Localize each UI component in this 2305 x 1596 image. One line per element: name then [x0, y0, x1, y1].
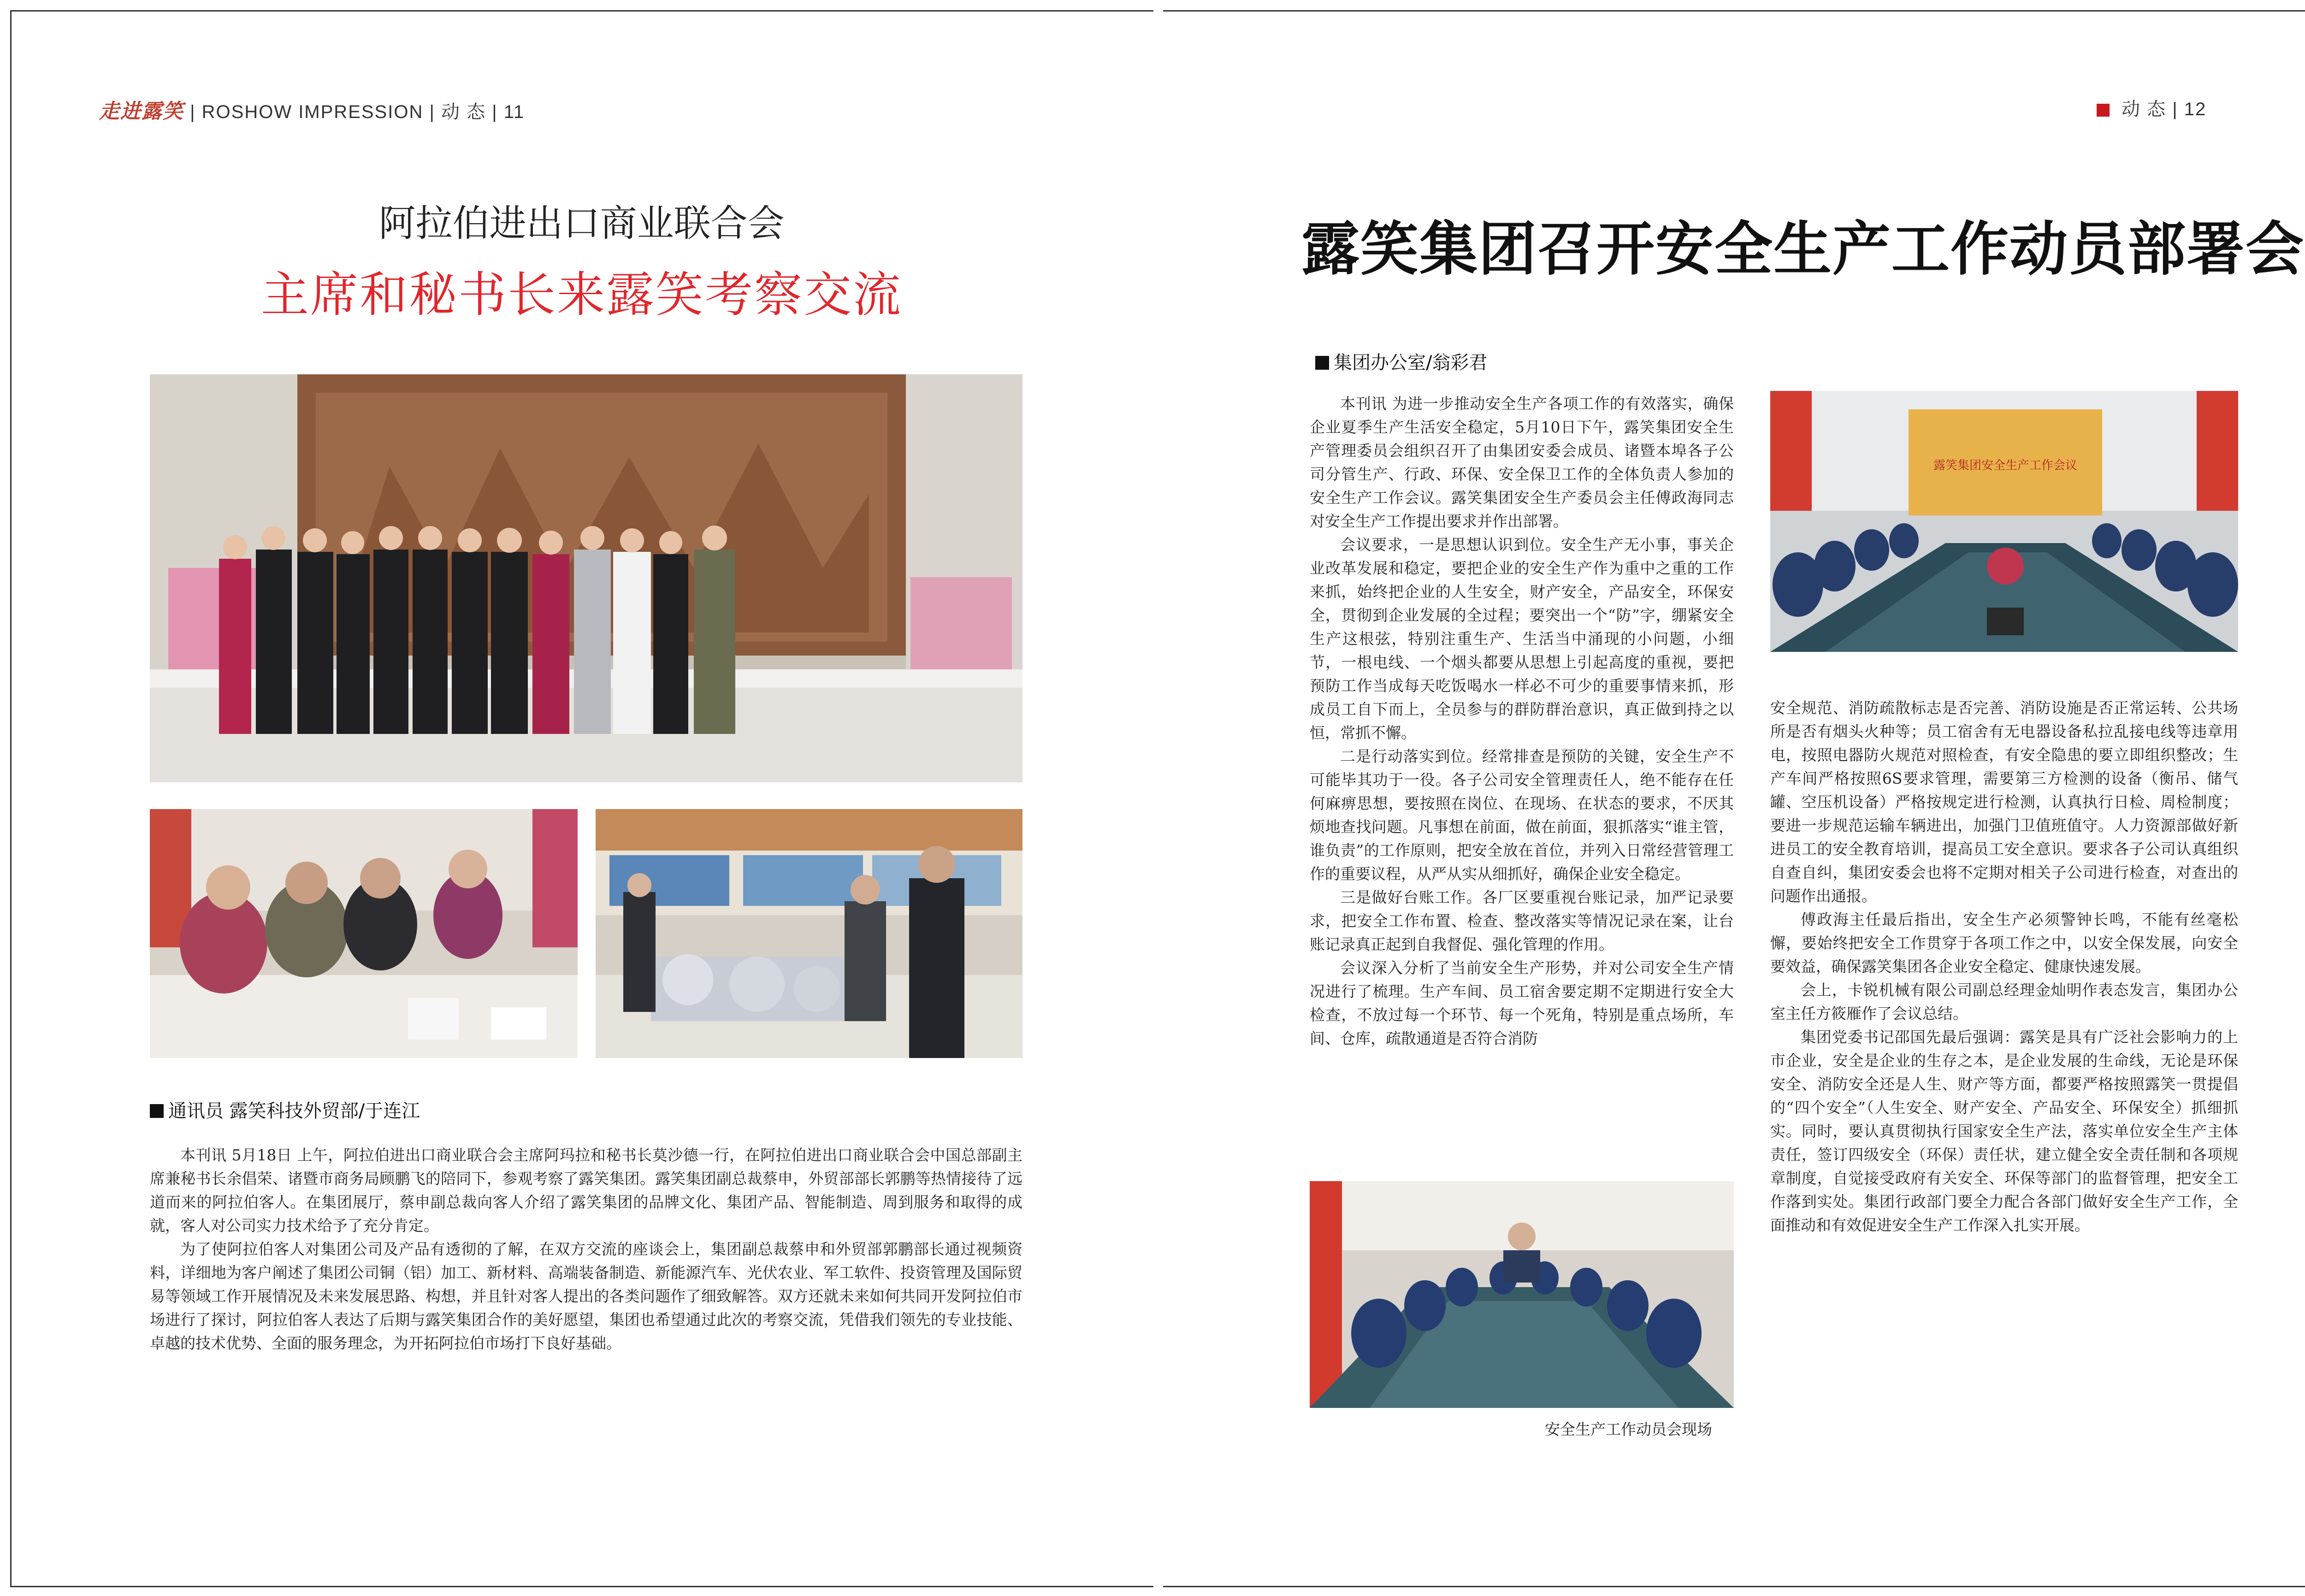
slide-text: 露笑集团安全生产工作会议	[1933, 459, 2078, 473]
paragraph: 傅政海主任最后指出，安全生产必须警钟长鸣，不能有丝毫松懈，要始终把安全工作贯穿于各项工作之中，以安全保发展，向安全要效益，确保露笑集团各企业安全稳定、健康快速发展。	[1770, 910, 2238, 975]
page-border-bottom	[1163, 1586, 2305, 1587]
right-page	[1163, 0, 2305, 1596]
divider: |	[2172, 99, 2184, 119]
article-title: 主席和秘书长来露笑考察交流	[260, 266, 902, 323]
page-border-top	[10, 10, 1153, 12]
right-column-1	[1310, 392, 1734, 1050]
page-number: 12	[2184, 99, 2207, 119]
right-byline	[1315, 348, 1487, 374]
page-border-left	[10, 10, 12, 1587]
page-number: 11	[503, 102, 525, 122]
paragraph: 本刊讯 为进一步推动安全生产各项工作的有效落实，确保企业夏季生产生活安全稳定，5月10日下午，露笑集团安全生产管理委员会组织召开了由集团安委会成员、诸暨本埠各子公司分管生产、行政、环保、安全保卫工作的全体负责人参加的安全生产工作会议。露笑集团安全生产委员会主任傅政海同志对安全生产工作提出要求并作出部署。	[1310, 395, 1734, 530]
page-border-bottom	[10, 1586, 1153, 1587]
running-header-right	[2097, 95, 2206, 121]
paragraph: 二是行动落实到位。经常排查是预防的关键，安全生产不可能毕其功于一役。各子公司安全管理责任人，绝不能存在任何麻痹思想，要按照在岗位、在现场、在状态的要求，不厌其烦地查找问题。凡事想在前面，做在前面，狠抓落实“谁主管，谁负责”的工作原则，把安全放在首位，并列入日常经营管理工作的重要议程，从严从实从细抓好，确保企业安全稳定。	[1310, 747, 1734, 883]
page-border-top	[1163, 10, 2305, 12]
paragraph: 会上，卡锐机械有限公司副总经理金灿明作表态发言，集团办公室主任方筱雁作了会议总结。	[1770, 981, 2238, 1023]
paragraph: 本刊讯 5月18日 上午，阿拉伯进出口商业联合会主席阿玛拉和秘书长莫沙德一行，在阿拉伯进出口商业联合会中国总部副主席兼秘书长余倡荣、诸暨市商务局顾鹏飞的陪同下，参观考察了露笑集团。露笑集团副总裁蔡申，外贸部部长郭鹏等热情接待了远道而来的阿拉伯客人。在集团展厅，蔡申副总裁向客人介绍了露笑集团的品牌文化、集团产品、智能制造、周到服务和取得的成就，客人对公司实力技术给予了充分肯定。	[150, 1146, 1022, 1235]
byline-text: 集团办公室/翁彩君	[1334, 352, 1488, 373]
mobilization-meeting-photo	[1310, 1181, 1734, 1408]
exhibition-photo	[596, 809, 1022, 1058]
left-article-body	[150, 1143, 1022, 1355]
byline-text: 通讯员 露笑科技外贸部/于连江	[168, 1100, 420, 1122]
magazine-name: ROSHOW IMPRESSION	[201, 102, 424, 122]
section-name: 动 态	[441, 102, 486, 122]
running-header-left	[99, 95, 525, 124]
article-title: 露笑集团召开安全生产工作动员部署会	[1301, 215, 2305, 283]
paragraph: 会议深入分析了当前安全生产形势，并对公司安全生产情况进行了梳理。生产车间、员工宿舍要定期不定期进行安全大检查，不放过每一个环节、每一个死角，特别是重点场所，车间、仓库，疏散通道是否符合消防	[1310, 959, 1734, 1047]
divider: |	[429, 102, 441, 122]
brand-logo-text: 走进露笑	[99, 100, 184, 123]
left-byline	[150, 1096, 420, 1123]
section-square-icon	[2097, 104, 2110, 117]
byline-square-icon	[150, 1104, 164, 1118]
meeting-photo	[150, 809, 578, 1058]
paragraph: 为了使阿拉伯客人对集团公司及产品有透彻的了解，在双方交流的座谈会上，集团副总裁蔡申和外贸部郭鹏部长通过视频资料，详细地为客户阐述了集团公司铜（铝）加工、新材料、高端装备制造、新能源汽车、光伏农业、军工软件、投资管理及国际贸易等领域工作开展情况及未来发展思路、构想，并且针对客人提出的各类问题作了细致解答。双方还就未来如何共同开发阿拉伯市场进行了探讨，阿拉伯客人表达了后期与露笑集团合作的美好愿望，集团也希望通过此次的考察交流，凭借我们领先的专业技能、卓越的技术优势、全面的服务理念，为开拓阿拉伯市场打下良好基础。	[150, 1240, 1022, 1352]
section-name: 动 态	[2122, 99, 2167, 119]
byline-square-icon	[1315, 356, 1329, 370]
paragraph: 三是做好台账工作。各厂区要重视台账记录，加严记录要求，把安全工作布置、检查、整改落实等情况记录在案，让台账记录真正起到自我督促、强化管理的作用。	[1310, 888, 1734, 953]
divider: |	[190, 102, 202, 122]
paragraph: 集团党委书记邵国先最后强调：露笑是具有广泛社会影响力的上市企业，安全是企业的生存之本，是企业发展的生命线，无论是环保安全、消防安全还是人生、财产等方面，都要严格按照露笑一贯提倡的“四个安全”（人生安全、财产安全、产品安全、环保安全）抓细抓实。同时，要认真贯彻执行国家安全生产法，落实单位安全生产主体责任，签订四级安全（环保）责任状，建立健全安全责任制和各项规章制度，自觉接受政府有关安全、环保等部门的监督管理，把安全工作落到实处。集团行政部门要全力配合各部门做好安全生产工作，全面推动和有效促进安全生产工作深入扎实开展。	[1770, 1028, 2238, 1234]
photo-caption: 安全生产工作动员会现场	[1545, 1420, 1712, 1438]
paragraph: 安全规范、消防疏散标志是否完善、消防设施是否正常运转、公共场所是否有烟头火种等；员工宿舍有无电器设备私拉乱接电线等违章用电，按照电器防火规范对照检查，有安全隐患的要立即组织整改；生产车间严格按照6S要求管理，需要第三方检测的设备（衡吊、储气罐、空压机设备）严格按规定进行检测，认真执行日检、周检制度；要进一步规范运输车辆进出，加强门卫值班值守。人力资源部做好新进员工的安全教育培训，提高员工安全意识。要求各子公司认真组织自查自纠，集团安委会也将不定期对相关子公司进行检查，对查出的问题作出通报。	[1770, 699, 2238, 905]
article-pretitle: 阿拉伯进出口商业联合会	[378, 202, 785, 245]
group-photo	[150, 374, 1022, 782]
paragraph: 会议要求，一是思想认识到位。安全生产无小事，事关企业改革发展和稳定，要把企业的安全生产作为重中之重的工作来抓，始终把企业的人生安全，财产安全，产品安全，环保安全，贯彻到企业发展的全过程；要突出一个“防”字，绷紧安全生产这根弦，特别注重生产、生活当中涌现的小问题，小细节，一根电线、一个烟头都要从思想上引起高度的重视，要把预防工作当成每天吃饭喝水一样必不可少的重要事情来抓，形成员工自下而上，全员参与的群防群治意识，真正做到持之以恒，常抓不懈。	[1310, 536, 1734, 742]
meeting-room-photo	[1770, 391, 2238, 652]
right-column-2	[1770, 696, 2238, 1237]
divider: |	[492, 102, 504, 122]
